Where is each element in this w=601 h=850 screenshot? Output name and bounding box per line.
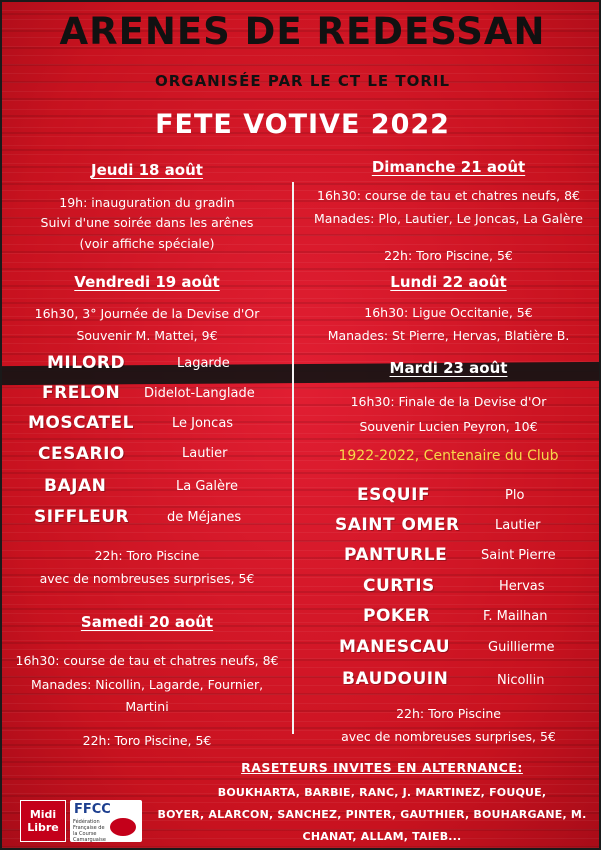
ffcc-logo [70,800,142,842]
centenary-text: 1922-2022, Centenaire du Club [338,448,559,464]
bull-name: MANESCAU [339,637,451,657]
bull-name: MILORD [47,353,126,373]
day-heading-samedi: Samedi 20 août [80,613,214,631]
lundi-line-2: Manades: St Pierre, Hervas, Blatière B. [327,328,570,343]
bull-name: ESQUIF [357,485,431,505]
bull-ranch: Saint Pierre [481,548,556,563]
bull-ranch: Lautier [495,518,541,533]
arena-title: ARENES DE REDESSAN [59,10,546,53]
lundi-line-1: 16h30: Ligue Occitanie, 5€ [364,305,533,320]
organizer-subtitle: ORGANISÉE PAR LE CT LE TORIL [154,72,451,90]
bull-name: POKER [363,606,431,626]
bull-name: PANTURLE [344,545,448,565]
jeudi-line-2: Suivi d'une soirée dans les arênes [40,215,254,230]
samedi-line-1: 16h30: course de tau et chatres neufs, 8€ [15,653,279,668]
bull-name: CURTIS [363,576,435,596]
day-heading-lundi: Lundi 22 août [390,273,507,291]
bull-ranch: Didelot-Langlade [144,386,255,401]
bull-icon [110,818,136,836]
bull-ranch: La Galère [176,479,239,494]
bull-name: FRELON [42,383,121,403]
raseteurs-line-2: BOYER, ALARCON, SANCHEZ, PINTER, GAUTHIER, BOUHARGANE, M. [157,808,587,821]
midi-libre-word-1: Midi [29,808,57,821]
vendredi-line-2: Souvenir M. Mattei, 9€ [76,328,218,343]
bull-name: BAUDOUIN [342,669,449,689]
dimanche-line-1: 16h30: course de tau et chatres neufs, 8€ [317,188,580,203]
bull-ranch: Plo [505,488,525,503]
ffcc-wordmark: FFCC [74,802,111,817]
bull-ranch: de Méjanes [167,510,242,525]
ffcc-subtitle: Fédération Française de la Course Camarguaise [73,819,106,843]
samedi-line-3: Martini [125,699,169,714]
mardi-after-1: 22h: Toro Piscine [396,706,501,721]
bull-ranch: Guillierme [488,640,555,655]
bull-name: CESARIO [38,444,125,464]
midi-libre-logo [20,800,66,842]
midi-libre-word-2: Libre [27,821,59,834]
bull-name: SAINT OMER [335,515,460,535]
bull-ranch: Hervas [499,579,545,594]
vendredi-line-1: 16h30, 3° Journée de la Devise d'Or [34,306,260,321]
jeudi-line-3: (voir affiche spéciale) [79,236,215,251]
day-heading-vendredi: Vendredi 19 août [74,273,220,291]
bull-name: MOSCATEL [28,413,134,433]
mardi-after-2: avec de nombreuses surprises, 5€ [341,729,556,744]
bull-name: SIFFLEUR [34,507,130,527]
samedi-line-2: Manades: Nicollin, Lagarde, Fournier, [30,677,264,692]
vendredi-after-2: avec de nombreuses surprises, 5€ [39,571,255,586]
bull-ranch: Nicollin [497,673,545,688]
jeudi-line-1: 19h: inauguration du gradin [59,195,235,210]
bull-ranch: Le Joncas [172,416,234,431]
bull-ranch: F. Mailhan [483,609,548,624]
raseteurs-title: RASETEURS INVITES EN ALTERNANCE: [241,760,523,775]
day-heading-mardi: Mardi 23 août [389,359,508,377]
samedi-after: 22h: Toro Piscine, 5€ [82,733,212,748]
mardi-line-1: 16h30: Finale de la Devise d'Or [350,394,547,409]
day-heading-dimanche: Dimanche 21 août [371,158,526,176]
dimanche-line-2: Manades: Plo, Lautier, Le Joncas, La Galère [314,211,583,226]
raseteurs-line-1: BOUKHARTA, BARBIE, RANC, J. MARTINEZ, FOUQUE, [217,786,547,799]
bull-ranch: Lautier [182,446,228,461]
event-title: FETE VOTIVE 2022 [155,109,450,140]
bull-name: BAJAN [44,476,107,496]
bull-ranch: Lagarde [177,356,230,371]
day-heading-jeudi: Jeudi 18 août [91,161,203,179]
mardi-line-2: Souvenir Lucien Peyron, 10€ [359,419,538,434]
vendredi-after-1: 22h: Toro Piscine [94,548,200,563]
dimanche-after: 22h: Toro Piscine, 5€ [384,248,513,263]
raseteurs-line-3: CHANAT, ALLAM, TAIEB... [302,830,462,843]
